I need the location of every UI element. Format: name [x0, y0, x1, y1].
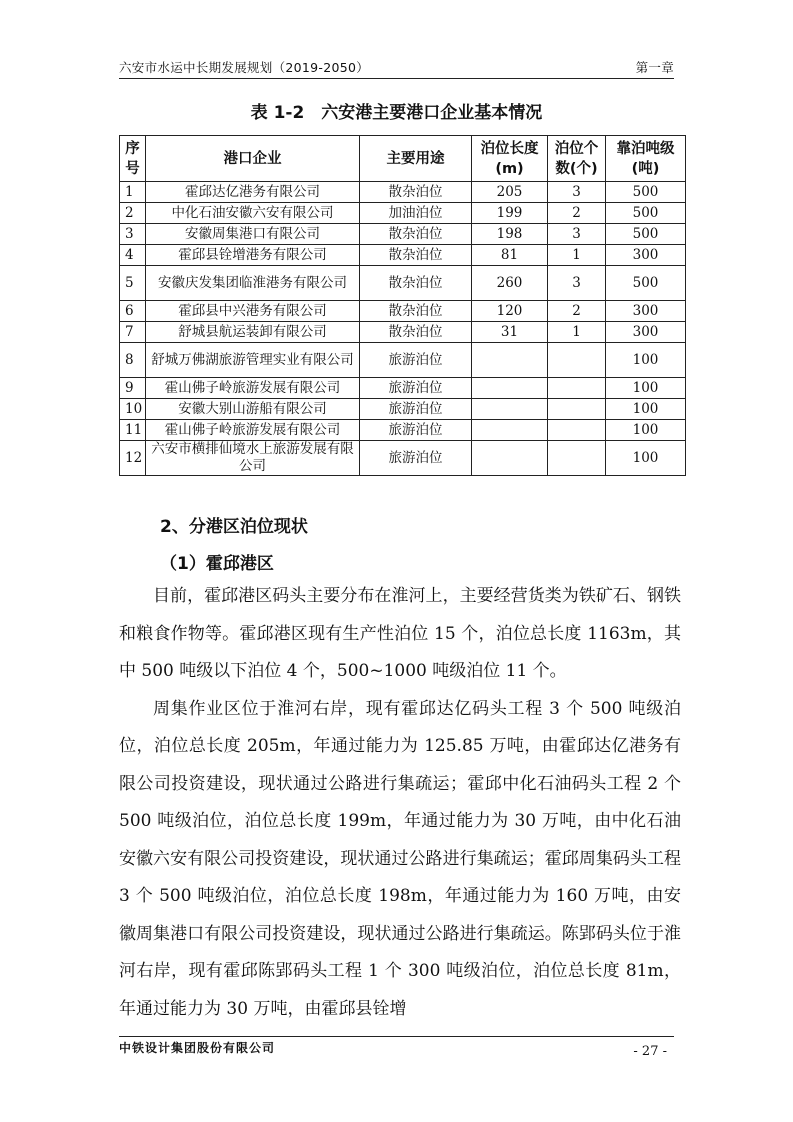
table-row	[120, 203, 686, 224]
cell-berth-count: 3	[548, 224, 606, 245]
col-header-usage: 主要用途	[360, 136, 472, 182]
cell-berth-count	[548, 399, 606, 420]
cell-usage: 散杂泊位	[360, 182, 472, 203]
cell-enterprise: 安徽周集港口有限公司	[146, 224, 360, 245]
body-text	[119, 578, 681, 1028]
cell-index: 4	[120, 245, 146, 266]
cell-berth-length: 198	[472, 224, 548, 245]
cell-berth-count: 1	[548, 322, 606, 343]
cell-enterprise: 霍邱达亿港务有限公司	[146, 182, 360, 203]
cell-berth-length: 31	[472, 322, 548, 343]
cell-usage: 旅游泊位	[360, 420, 472, 441]
table-row	[120, 441, 686, 476]
table-header-row	[120, 136, 686, 182]
cell-usage: 散杂泊位	[360, 301, 472, 322]
cell-tonnage: 500	[606, 224, 686, 245]
cell-enterprise: 舒城万佛湖旅游管理实业有限公司	[146, 343, 360, 378]
cell-usage: 散杂泊位	[360, 245, 472, 266]
cell-usage: 旅游泊位	[360, 343, 472, 378]
cell-tonnage: 300	[606, 322, 686, 343]
table-row	[120, 224, 686, 245]
table-row	[120, 399, 686, 420]
cell-enterprise: 舒城县航运装卸有限公司	[146, 322, 360, 343]
cell-enterprise: 霍山佛子岭旅游发展有限公司	[146, 378, 360, 399]
cell-berth-count	[548, 420, 606, 441]
cell-berth-count: 2	[548, 301, 606, 322]
cell-berth-count	[548, 343, 606, 378]
cell-berth-length	[472, 441, 548, 476]
cell-berth-count: 3	[548, 182, 606, 203]
paragraph: 目前，霍邱港区码头主要分布在淮河上，主要经营货类为铁矿石、钢铁和粮食作物等。霍邱港区现有生产性泊位 15 个，泊位总长度 1163m，其中 500 吨级以下泊位 4 个，500~1000 吨级泊位 11 个。	[119, 586, 681, 681]
cell-usage: 散杂泊位	[360, 224, 472, 245]
col-header-index: 序号	[120, 136, 146, 182]
table-row	[120, 343, 686, 378]
cell-enterprise: 霍邱县铨增港务有限公司	[146, 245, 360, 266]
table-row	[120, 245, 686, 266]
cell-tonnage: 500	[606, 203, 686, 224]
footer-divider	[119, 1036, 674, 1037]
header-document-title: 六安市水运中长期发展规划（2019-2050）	[119, 60, 370, 75]
cell-berth-length: 260	[472, 266, 548, 301]
cell-index: 5	[120, 266, 146, 301]
cell-berth-length	[472, 420, 548, 441]
cell-usage: 加油泊位	[360, 203, 472, 224]
table-row	[120, 266, 686, 301]
cell-enterprise: 霍山佛子岭旅游发展有限公司	[146, 420, 360, 441]
cell-index: 1	[120, 182, 146, 203]
cell-index: 9	[120, 378, 146, 399]
cell-index: 7	[120, 322, 146, 343]
cell-berth-length: 120	[472, 301, 548, 322]
section-title: 2、分港区泊位现状	[160, 517, 308, 537]
cell-index: 12	[120, 441, 146, 476]
cell-berth-length: 81	[472, 245, 548, 266]
col-header-enterprise: 港口企业	[146, 136, 360, 182]
cell-enterprise: 中化石油安徽六安有限公司	[146, 203, 360, 224]
cell-berth-count: 3	[548, 266, 606, 301]
table-row	[120, 301, 686, 322]
cell-tonnage: 100	[606, 343, 686, 378]
header-chapter: 第一章	[635, 60, 674, 75]
cell-usage: 旅游泊位	[360, 378, 472, 399]
col-header-berth-count: 泊位个数(个)	[548, 136, 606, 182]
cell-index: 3	[120, 224, 146, 245]
cell-index: 11	[120, 420, 146, 441]
table-caption: 表 1-2 六安港主要港口企业基本情况	[250, 103, 543, 123]
col-header-berth-length: 泊位长度(m)	[472, 136, 548, 182]
cell-usage: 散杂泊位	[360, 322, 472, 343]
cell-tonnage: 500	[606, 182, 686, 203]
cell-tonnage: 100	[606, 378, 686, 399]
cell-berth-count: 1	[548, 245, 606, 266]
col-header-tonnage: 靠泊吨级(吨)	[606, 136, 686, 182]
cell-tonnage: 500	[606, 266, 686, 301]
table-row	[120, 420, 686, 441]
page-number: - 27 -	[633, 1044, 667, 1059]
cell-index: 6	[120, 301, 146, 322]
cell-enterprise: 六安市横排仙境水上旅游发展有限公司	[146, 441, 360, 476]
cell-tonnage: 100	[606, 399, 686, 420]
cell-berth-length	[472, 378, 548, 399]
cell-tonnage: 100	[606, 441, 686, 476]
cell-usage: 散杂泊位	[360, 266, 472, 301]
cell-tonnage: 300	[606, 245, 686, 266]
table-row	[120, 322, 686, 343]
cell-index: 2	[120, 203, 146, 224]
cell-tonnage: 100	[606, 420, 686, 441]
table-row	[120, 182, 686, 203]
footer-company: 中铁设计集团股份有限公司	[119, 1041, 276, 1055]
paragraph: 周集作业区位于淮河右岸，现有霍邱达亿码头工程 3 个 500 吨级泊位，泊位总长度 205m，年通过能力为 125.85 万吨，由霍邱达亿港务有限公司投资建设，现状通过公路进行集疏运；霍邱中化石油码头工程 2 个 500 吨级泊位，泊位总长度 199m，年通过能力为 30 万吨，由中化石油安徽六安有限公司投资建设，现状通过公路进行集疏运；霍邱周集码头工程 3 个 500 吨级泊位，泊位总长度 198m，年通过能力为 160 万吨，由安徽周集港口有限公司投资建设，现状通过公路进行集疏运。陈郢码头位于淮河右岸，现有霍邱陈郢码头工程 1 个 300 吨级泊位，泊位总长度 81m，年通过能力为 30 万吨，由霍邱县铨增	[119, 698, 681, 1019]
cell-berth-length	[472, 399, 548, 420]
cell-index: 8	[120, 343, 146, 378]
cell-enterprise: 安徽大别山游船有限公司	[146, 399, 360, 420]
cell-berth-count: 2	[548, 203, 606, 224]
table-row	[120, 378, 686, 399]
cell-berth-count	[548, 441, 606, 476]
cell-usage: 旅游泊位	[360, 441, 472, 476]
cell-enterprise: 安徽庆发集团临淮港务有限公司	[146, 266, 360, 301]
port-enterprise-table	[119, 135, 686, 476]
subsection-title: （1）霍邱港区	[160, 554, 274, 574]
cell-enterprise: 霍邱县中兴港务有限公司	[146, 301, 360, 322]
cell-usage: 旅游泊位	[360, 399, 472, 420]
cell-tonnage: 300	[606, 301, 686, 322]
cell-berth-length: 199	[472, 203, 548, 224]
cell-berth-length: 205	[472, 182, 548, 203]
cell-berth-length	[472, 343, 548, 378]
cell-berth-count	[548, 378, 606, 399]
page-header	[119, 52, 674, 79]
cell-index: 10	[120, 399, 146, 420]
